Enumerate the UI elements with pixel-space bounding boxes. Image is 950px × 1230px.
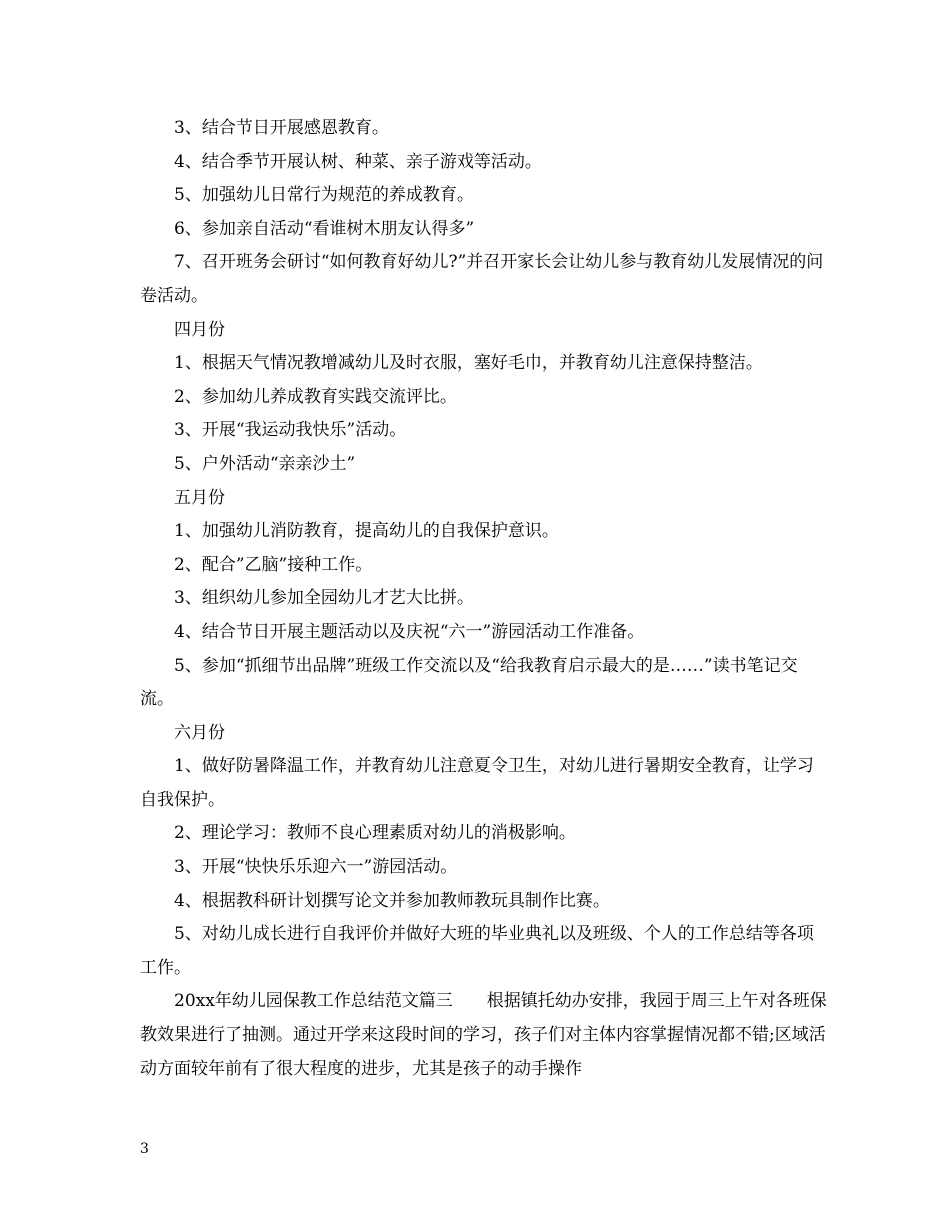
paragraph: 3、组织幼儿参加全园幼儿才艺大比拼。 [174,588,474,609]
paragraph: 2、理论学习：教师不良心理素质对幼儿的消极影响。 [174,823,576,844]
paragraph: 1、做好防暑降温工作，并教育幼儿注意夏令卫生，对幼儿进行暑期安全教育，让学习自我保护。 [140,756,814,810]
section-heading: 六月份 [174,722,225,743]
paragraph: 1、加强幼儿消防教育，提高幼儿的自我保护意识。 [174,521,559,542]
paragraph: 7、召开班务会研讨“如何教育好幼儿?”并召开家长会让幼儿参与教育幼儿发展情况的问卷活动。 [140,252,824,306]
paragraph: 4、结合季节开展认树、种菜、亲子游戏等活动。 [174,151,542,172]
paragraph: 2、参加幼儿养成教育实践交流评比。 [174,386,457,407]
paragraph: 4、根据教科研计划撰写论文并参加教师教玩具制作比赛。 [174,890,610,911]
paragraph: 3、开展“快快乐乐迎六一”游园活动。 [174,857,458,878]
paragraph: 5、户外活动“亲亲沙土” [174,453,356,474]
page-number: 3 [140,1141,149,1157]
paragraph: 5、对幼儿成长进行自我评价并做好大班的毕业典礼以及班级、个人的工作总结等各项工作。 [140,924,814,978]
paragraph: 1、根据天气情况教增减幼儿及时衣服，塞好毛巾，并教育幼儿注意保持整洁。 [174,353,763,374]
paragraph: 20xx年幼儿园保教工作总结范文篇三 根据镇托幼办安排，我园于周三上午对各班保教效果进行了抽测。通过开学来这段时间的学习，孩子们对主体内容掌握情况都不错;区域活动方面较年前有了很大程度的进步，尤其是孩子的动手操作 [140,991,827,1079]
document-body [140,112,830,1086]
section-heading: 五月份 [174,487,225,508]
paragraph: 6、参加亲自活动“看谁树木朋友认得多” [174,218,475,239]
paragraph: 5、参加“抓细节出品牌”班级工作交流以及“给我教育启示最大的是……”读书笔记交流。 [140,655,798,710]
paragraph: 5、加强幼儿日常行为规范的养成教育。 [174,185,474,206]
paragraph: 2、配合”乙脑”接种工作。 [174,554,373,575]
section-heading: 四月份 [174,319,225,340]
paragraph: 3、结合节日开展感恩教育。 [174,118,389,138]
paragraph: 3、开展“我运动我快乐”活动。 [174,420,407,441]
paragraph: 4、结合节日开展主题活动以及庆祝“六一”游园活动工作准备。 [174,621,645,642]
